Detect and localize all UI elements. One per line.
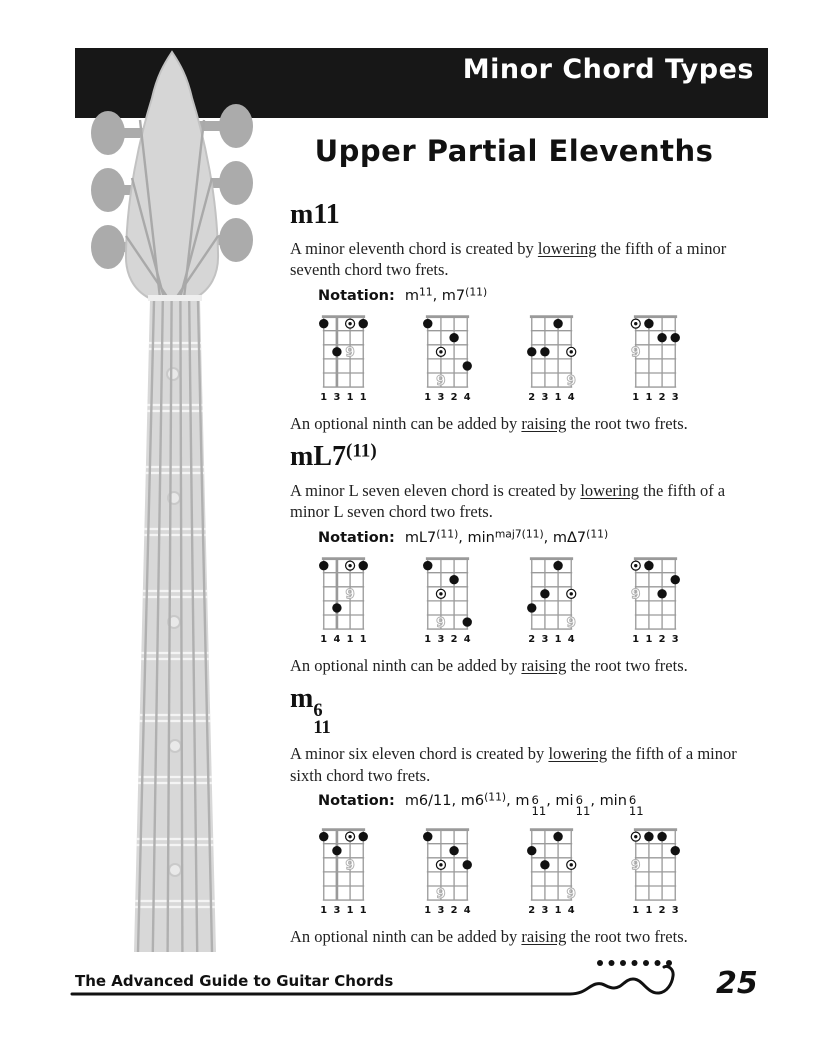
finger-dot [671,575,680,584]
root-dot [436,589,445,598]
svg-text:2: 2 [528,391,536,403]
finger-dot [540,860,549,869]
finger-dot [540,589,549,598]
root-dot [436,347,445,356]
section-description: A minor L seven eleven chord is created by lowering the fifth of a minor L seven chord two frets. [290,480,726,522]
nut-line [426,828,469,831]
finger-dot [644,832,653,841]
chord-symbol: m6$^{(11)}$ [460,790,507,809]
svg-text:2: 2 [450,634,458,646]
finger-dot [463,361,472,370]
svg-text:3: 3 [541,905,549,917]
optional-ninth-ghost: 9 [631,586,641,603]
finger-dot [359,832,368,841]
nut-line [322,557,365,560]
svg-text:1: 1 [424,905,432,917]
diagram-row [312,552,738,646]
chord-section-ml7-11 [290,442,738,676]
finger-dot [657,589,666,598]
nut-line [530,557,573,560]
notation-row [318,790,738,818]
footer-book-title: The Advanced Guide to Guitar Chords [75,972,394,990]
chord-diagram [520,310,583,404]
chord-stacked-extension: 6 11 [628,792,644,818]
svg-text:4: 4 [333,634,341,646]
finger-dot [463,617,472,626]
finger-dot [644,319,653,328]
svg-text:1: 1 [359,905,367,917]
nut-line [426,315,469,318]
svg-text:3: 3 [437,391,445,403]
finger-dot [671,846,680,855]
chord-superscript: (11) [436,527,459,541]
svg-text:2: 2 [528,634,536,646]
svg-text:2: 2 [658,634,666,646]
finger-dot [449,575,458,584]
svg-text:1: 1 [320,905,328,917]
finger-numbers [632,634,678,645]
finger-dot [644,561,653,570]
notation-row [318,285,738,304]
optional-ninth-ghost: 9 [345,857,355,874]
guitar-flourish-icon [70,958,710,1008]
finger-dot [463,860,472,869]
svg-text:1: 1 [645,634,653,646]
chord-section-m11 [290,200,738,434]
notation-separator: , [506,792,516,809]
finger-dot [332,846,341,855]
svg-text:1: 1 [632,905,640,917]
page-title: Upper Partial Elevenths [314,134,714,168]
chord-superscript: (11) [484,790,507,804]
svg-text:3: 3 [541,391,549,403]
optional-ninth-note: An optional ninth can be added by raising the root two frets. [290,413,688,433]
optional-ninth-ghost: 9 [345,344,355,361]
svg-text:1: 1 [424,634,432,646]
chord-stacked-extension: 6 11 [313,700,331,738]
nut-icon [148,295,202,301]
svg-text:2: 2 [450,905,458,917]
optional-ninth-ghost: 9 [345,586,355,603]
svg-text:1: 1 [320,391,328,403]
optional-ninth-ghost: 9 [436,372,446,389]
guitar-neck-graphic [60,48,280,953]
nut-line [530,828,573,831]
optional-ninth-ghost: 9 [631,857,641,874]
svg-text:1: 1 [632,634,640,646]
optional-ninth-ghost: 9 [566,372,576,389]
finger-numbers [632,392,678,403]
optional-ninth-note: An optional ninth can be added by raising the root two frets. [290,926,688,946]
finger-dot [319,561,328,570]
nut-line [634,828,677,831]
finger-dot [319,319,328,328]
nut-line [634,315,677,318]
headstock-icon [126,52,218,298]
notation-separator: , [543,529,553,546]
finger-dot [527,347,536,356]
chord-symbol: m7$^{(11)}$ [441,285,488,304]
chord-diagram [312,823,375,917]
svg-text:1: 1 [346,391,354,403]
svg-text:3: 3 [671,905,679,917]
chord-diagram [312,310,375,404]
chord-diagram [416,310,479,404]
svg-text:4: 4 [463,905,471,917]
svg-text:3: 3 [437,634,445,646]
nut-line [634,557,677,560]
chord-symbol: m 6 11 [290,683,331,738]
chord-symbol: mL7$^{(11)}$ [290,440,377,473]
chord-diagram [624,310,687,404]
root-dot [346,561,355,570]
chord-diagram [624,823,687,917]
chord-symbol: $\min^{maj7(11)}$ [467,527,544,546]
notation-row [318,527,738,546]
fret-grid [323,829,364,900]
optional-ninth-ghost: 9 [436,614,446,631]
finger-numbers [320,392,366,403]
notation-separator: , [451,792,461,809]
root-dot [346,832,355,841]
notation-separator: , [546,792,556,809]
optional-ninth-note: An optional ninth can be added by raising the root two frets. [290,655,688,675]
chord-stacked-extension: 6 11 [575,792,591,818]
svg-text:4: 4 [463,634,471,646]
svg-text:2: 2 [450,391,458,403]
svg-text:1: 1 [424,391,432,403]
finger-dot [657,832,666,841]
section-heading [290,442,738,473]
svg-text:2: 2 [528,905,536,917]
finger-dot [540,347,549,356]
svg-text:1: 1 [346,634,354,646]
root-dot [631,319,640,328]
finger-dot [527,603,536,612]
notation-label: Notation: [318,529,395,546]
chord-symbol: mi 6 11 [555,792,591,818]
finger-dot [449,846,458,855]
svg-text:4: 4 [567,905,575,917]
root-dot [631,832,640,841]
svg-text:1: 1 [645,391,653,403]
chord-diagram [416,552,479,646]
fret-grid [323,558,364,629]
chord-superscript: (11) [346,440,377,462]
finger-dot [449,333,458,342]
notation-separator: , [458,529,468,546]
finger-dot [553,832,562,841]
section-heading [290,684,738,736]
svg-text:3: 3 [671,391,679,403]
chord-symbol: mL7$^{(11)}$ [404,527,459,546]
svg-text:4: 4 [567,634,575,646]
finger-dot [671,333,680,342]
finger-numbers [320,634,366,645]
svg-text:1: 1 [554,905,562,917]
chord-diagram [520,552,583,646]
finger-dot [527,846,536,855]
svg-text:3: 3 [541,634,549,646]
root-dot [346,319,355,328]
fret-grid [635,316,676,387]
chord-superscript: (11) [465,285,488,299]
finger-dot [359,319,368,328]
finger-numbers [424,392,470,403]
notation-label: Notation: [318,287,395,304]
nut-line [426,557,469,560]
finger-numbers [528,392,574,403]
notation-label: Notation: [318,792,395,809]
chord-diagram [416,823,479,917]
section-description: A minor six eleven chord is created by lowering the fifth of a minor sixth chord two frets. [290,744,737,785]
chord-symbol: m 6 11 [515,792,547,818]
content-column [290,200,738,947]
chord-symbol: m6/11 [404,792,452,809]
chord-superscript: maj7(11) [494,527,544,541]
thick-string [336,829,339,900]
finger-numbers [528,905,574,916]
chord-symbol: mΔ7$^{(11)}$ [552,527,609,546]
optional-ninth-ghost: 9 [631,344,641,361]
chord-symbol: min 6 11 [599,792,644,818]
finger-dot [332,603,341,612]
svg-text:1: 1 [554,634,562,646]
chord-symbol: $m^{11}$ [404,285,433,304]
finger-dot [423,832,432,841]
optional-ninth-ghost: 9 [566,614,576,631]
finger-dot [423,561,432,570]
svg-text:1: 1 [359,634,367,646]
svg-text:1: 1 [320,634,328,646]
svg-text:3: 3 [333,905,341,917]
chord-section-m6-11 [290,684,738,947]
nut-line [530,315,573,318]
svg-text:2: 2 [658,905,666,917]
svg-text:1: 1 [346,905,354,917]
finger-dot [332,347,341,356]
notation-separator: , [590,792,600,809]
root-dot [567,589,576,598]
finger-dot [657,333,666,342]
chord-stacked-extension: 6 11 [531,792,547,818]
root-dot [631,561,640,570]
svg-text:3: 3 [333,391,341,403]
chord-superscript: 11 [418,285,433,299]
finger-numbers [632,905,678,916]
svg-text:1: 1 [554,391,562,403]
header-title: Minor Chord Types [462,54,754,85]
root-dot [567,860,576,869]
fret-grid [323,316,364,387]
svg-text:1: 1 [359,391,367,403]
notation-separator: , [432,287,442,304]
nut-line [322,828,365,831]
chord-superscript: (11) [586,527,609,541]
finger-numbers [528,634,574,645]
diagram-row [312,310,738,404]
chord-diagram [624,552,687,646]
thick-string [336,558,339,629]
svg-text:4: 4 [463,391,471,403]
finger-dot [423,319,432,328]
section-description: A minor eleventh chord is created by lowering the fifth of a minor seventh chord two frets. [290,238,727,280]
diagram-row [312,823,738,917]
finger-dot [553,561,562,570]
svg-text:4: 4 [567,391,575,403]
fret-grid [635,558,676,629]
finger-dot [553,319,562,328]
optional-ninth-ghost: 9 [436,885,446,902]
root-dot [567,347,576,356]
fret-grid [427,829,468,900]
svg-text:3: 3 [671,634,679,646]
nut-line [322,315,365,318]
root-dot [436,860,445,869]
svg-text:1: 1 [645,905,653,917]
finger-numbers [320,905,366,916]
page-number: 25 [716,966,758,1001]
chord-diagram [520,823,583,917]
fret-grid [427,316,468,387]
finger-dot [319,832,328,841]
finger-numbers [424,634,470,645]
finger-numbers [424,905,470,916]
fret-grid [635,829,676,900]
chord-symbol: m11 [290,199,340,230]
optional-ninth-ghost: 9 [566,885,576,902]
fret-grid [427,558,468,629]
svg-text:2: 2 [658,391,666,403]
svg-text:1: 1 [632,391,640,403]
chord-diagram [312,552,375,646]
svg-text:3: 3 [437,905,445,917]
section-heading [290,200,738,231]
finger-dot [359,561,368,570]
